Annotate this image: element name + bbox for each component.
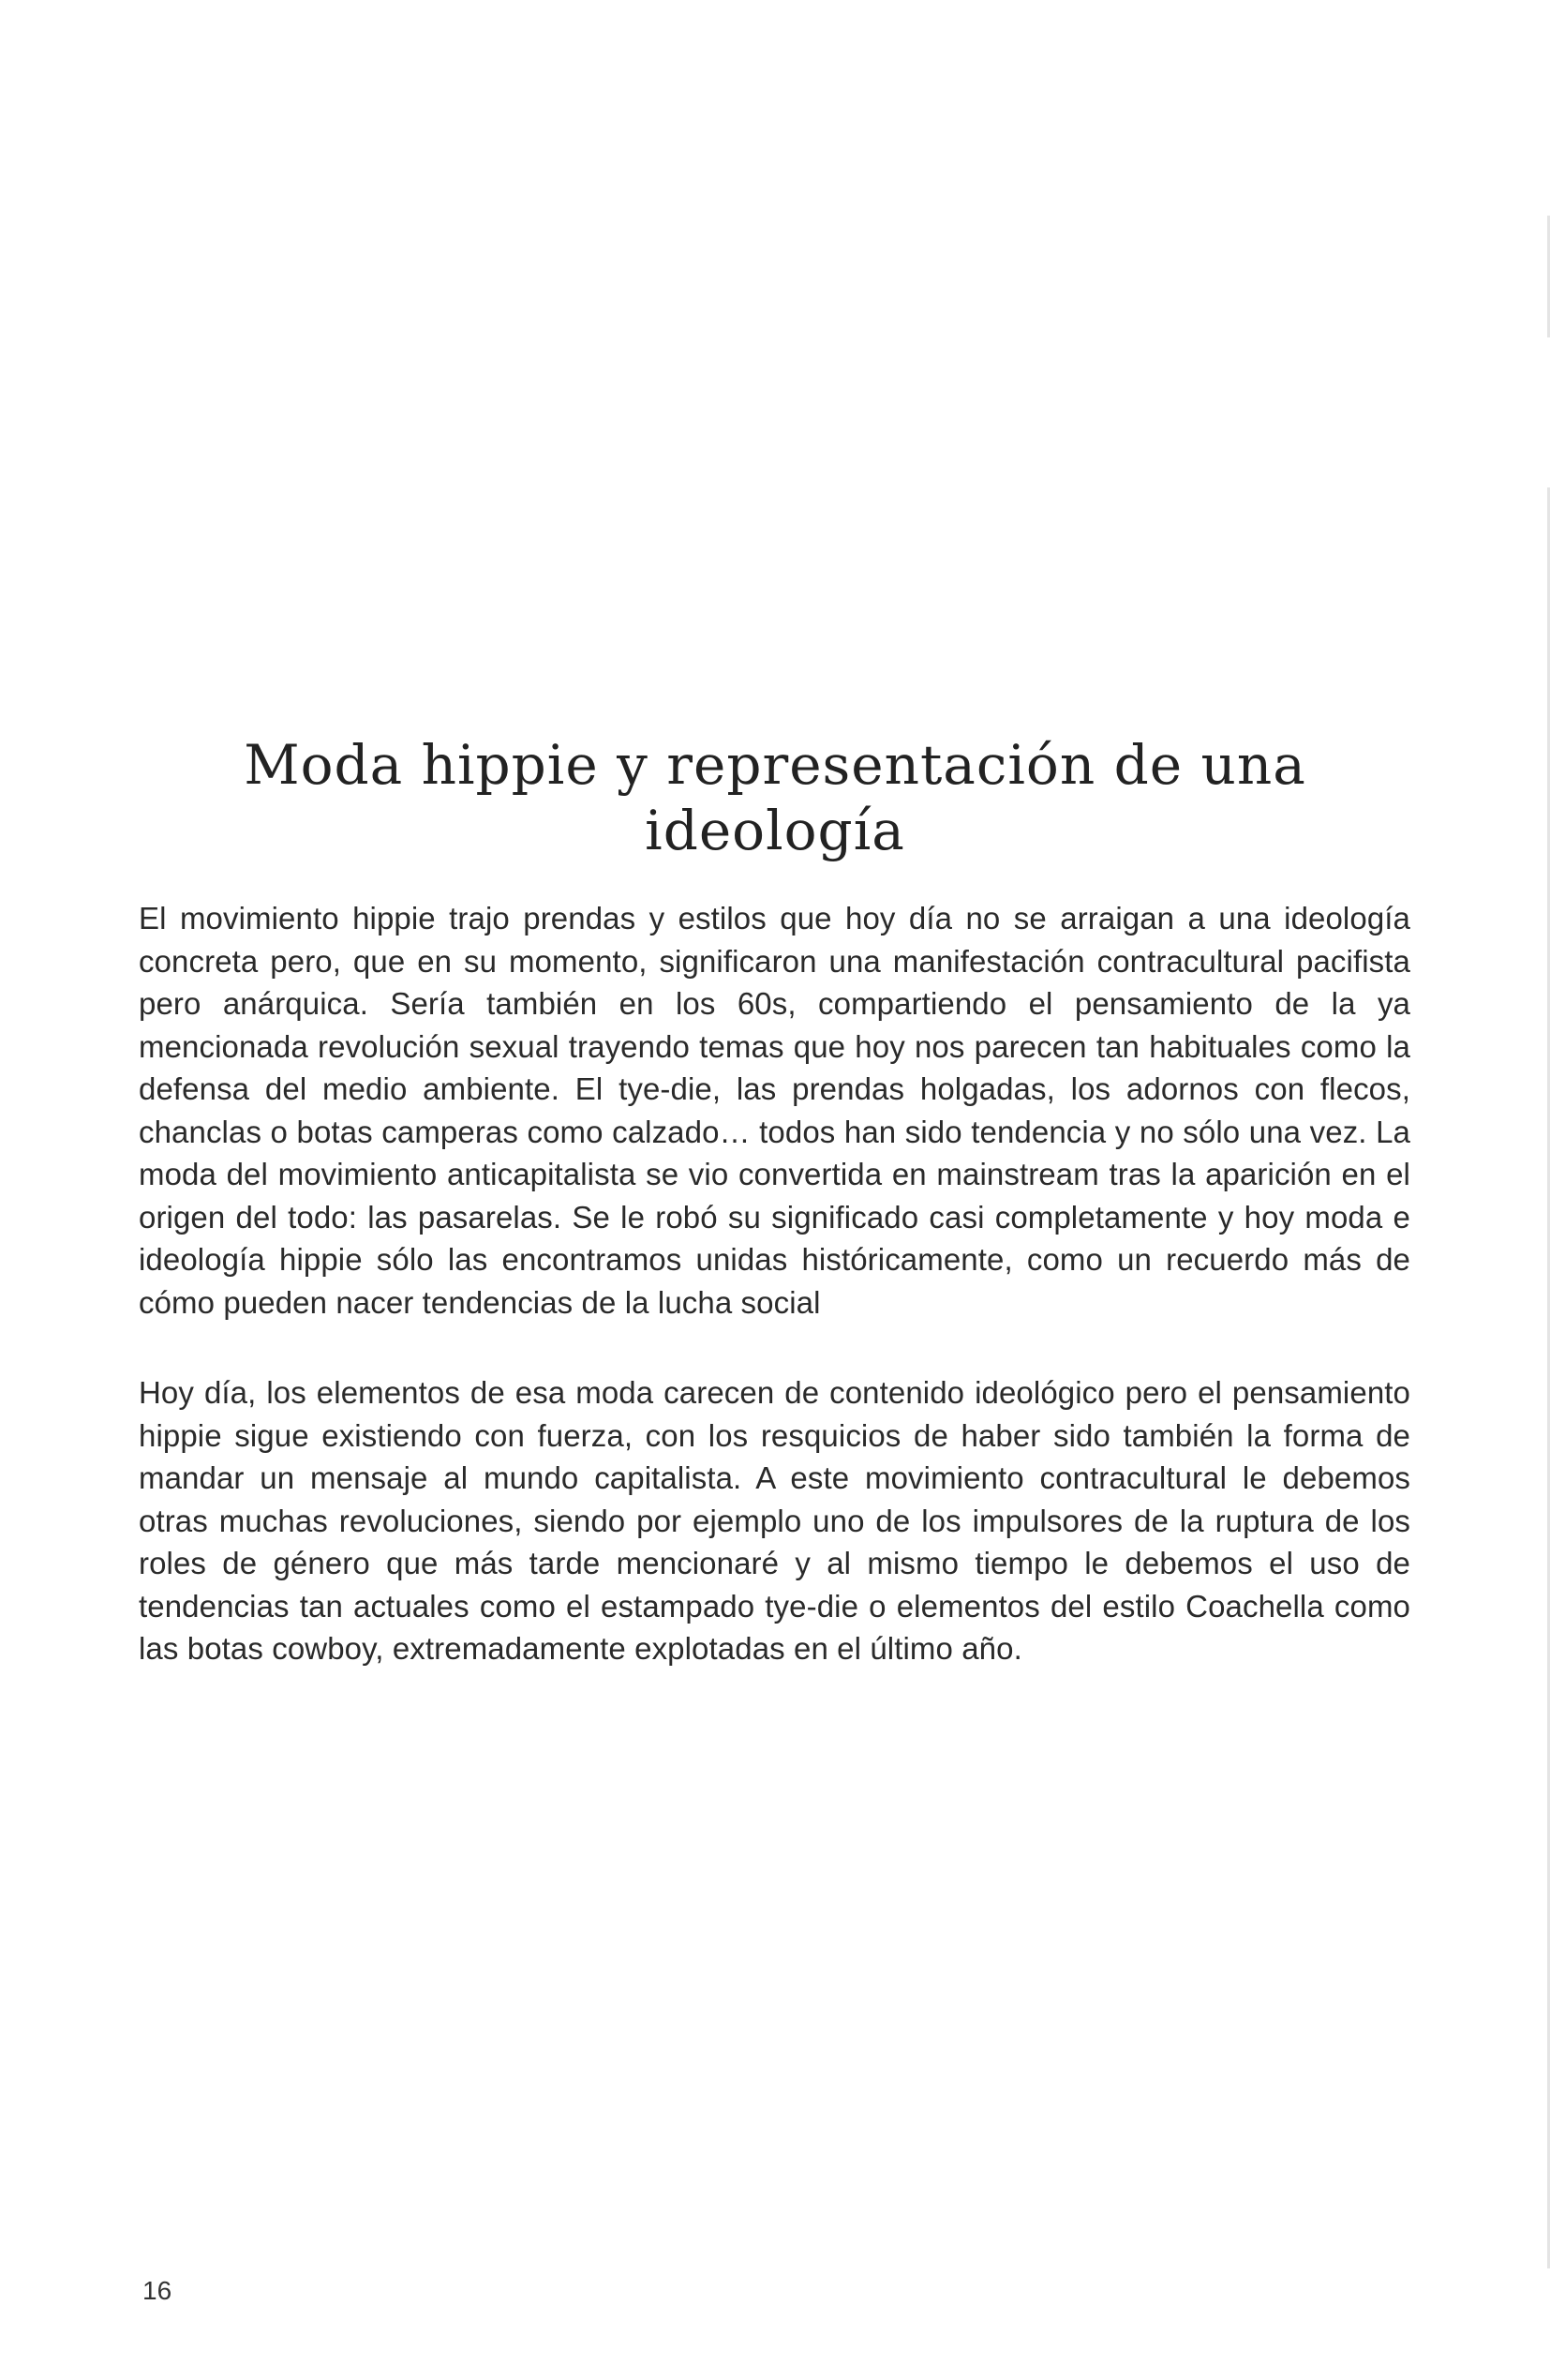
body-paragraph-1: El movimiento hippie trajo prendas y estilos que hoy día no se arraigan a una ideología concreta pero, que en su momento, significaron una manifestación contracultural pacifista pero anárquica. Sería también en los 60s, compartiendo el pensamiento de la ya mencionada revolución sexual trayendo temas que hoy nos parecen tan habituales como la defensa del medio ambiente. El tye-die, las prendas holgadas, los adornos con flecos, chanclas o botas camperas como calzado… todos han sido tendencia y no sólo una vez. La moda del movimiento anticapitalista se vio convertida en mainstream tras la aparición en el origen del todo: las pasarelas. Se le robó su significado casi completamente y hoy moda e ideología hippie sólo las encontramos unidas históricamente, como un recuerdo más de cómo pueden nacer tendencias de la lucha social [139, 901, 1410, 1320]
page-title: Moda hippie y representación de una ideología [244, 733, 1306, 862]
page-number: 16 [142, 2276, 172, 2305]
body-paragraph-2: Hoy día, los elementos de esa moda carecen de contenido ideológico pero el pensamiento hippie sigue existiendo con fuerza, con los resquicios de haber sido también la forma de mandar un mensaje al mundo capitalista. A este movimiento contracultural le debemos otras muchas revoluciones, siendo por ejemplo uno de los impulsores de la ruptura de los roles de género que más tarde mencionaré y al mismo tiempo le debemos el uso de tendencias tan actuales como el estampado tye-die o elementos del estilo Coachella como las botas cowboy, extremadamente explotadas en el último año. [139, 1375, 1410, 1666]
